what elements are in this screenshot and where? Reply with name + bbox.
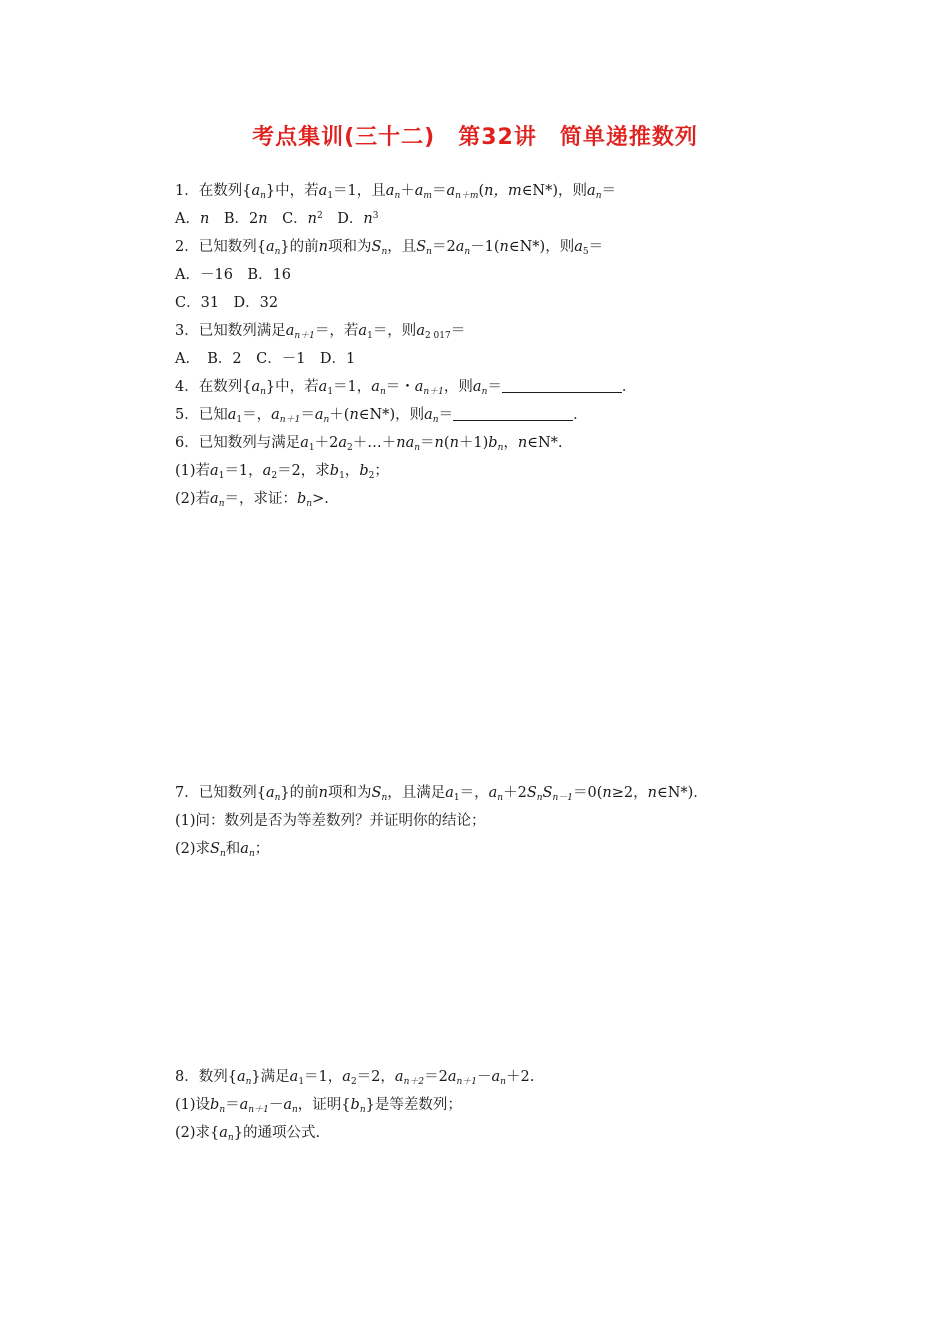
question-4: 4．在数列$\{a_n\}$中，若$a_1=1$，$a_n=$・$a_{n+1}$，则$a_n=$ ． — [175, 379, 637, 397]
answer-blank[interactable] — [453, 406, 573, 421]
question-7: 7．已知数列$\{a_n\}$的前n项和为$S_n$，且满足$a_1=$，$a_n+2S_nS_{n-1}=0(n\ge 2$，n∈N*)． — [175, 785, 708, 803]
question-8-part-1: (1)设$b_n=a_{n+1}-a_n$，证明$\{b_n\}$是等差数列； — [175, 1097, 462, 1115]
question-8-part-2: (2)求$\{a_n\}$的通项公式. — [175, 1125, 321, 1143]
question-2-options-row2: C．31 D．32 — [175, 295, 279, 311]
answer-blank[interactable] — [502, 378, 622, 393]
question-8: 8．数列$\{a_n\}$满足$a_1=1$，$a_2=2$，$a_{n+2}=2a_{n+1}-a_n+2$. — [175, 1069, 535, 1087]
question-6: 6．已知数列与满足$a_1+2a_2+\dots+na_n=n(n+1)b_n$，n∈N*. — [175, 435, 563, 453]
question-7-part-1: (1)问：数列是否为等差数列？并证明你的结论； — [175, 813, 486, 829]
question-1-options: A．n B．2n C．$n^2$ D．$n^3$ — [175, 211, 379, 227]
question-6-part-1: (1)若$a_1=1$，$a_2=2$，求$b_1$，$b_2$； — [175, 463, 389, 481]
question-2: 2．已知数列$\{a_n\}$的前n项和为$S_n$，且$S_n=2a_n-1(n\in N*)$，则$a_5=$ — [175, 239, 604, 257]
page-title: 考点集训(三十二) 第32讲 简单递推数列 — [252, 125, 698, 150]
question-1: 1．在数列$\{a_n\}$中，若$a_1=1$，且$a_n+a_m=a_{n+m}(n$，m∈N*)，则$a_n=$ — [175, 183, 616, 201]
question-5: 5．已知$a_1=$，$a_{n+1}=a_n+(n\in N*)$，则$a_n=$ ． — [175, 407, 588, 425]
question-7-part-2: (2)求$S_n$和$a_n$； — [175, 841, 270, 859]
question-3: 3．已知数列满足$a_{n+1}=$，若$a_1=$，则$a_{2 017}=$ — [175, 323, 466, 341]
question-3-options: A． B．2 C．－1 D．1 — [175, 351, 356, 367]
question-2-options-row1: A．－16 B．16 — [175, 267, 292, 283]
question-6-part-2: (2)若$a_n=$，求证：$b_n>$. — [175, 491, 329, 509]
